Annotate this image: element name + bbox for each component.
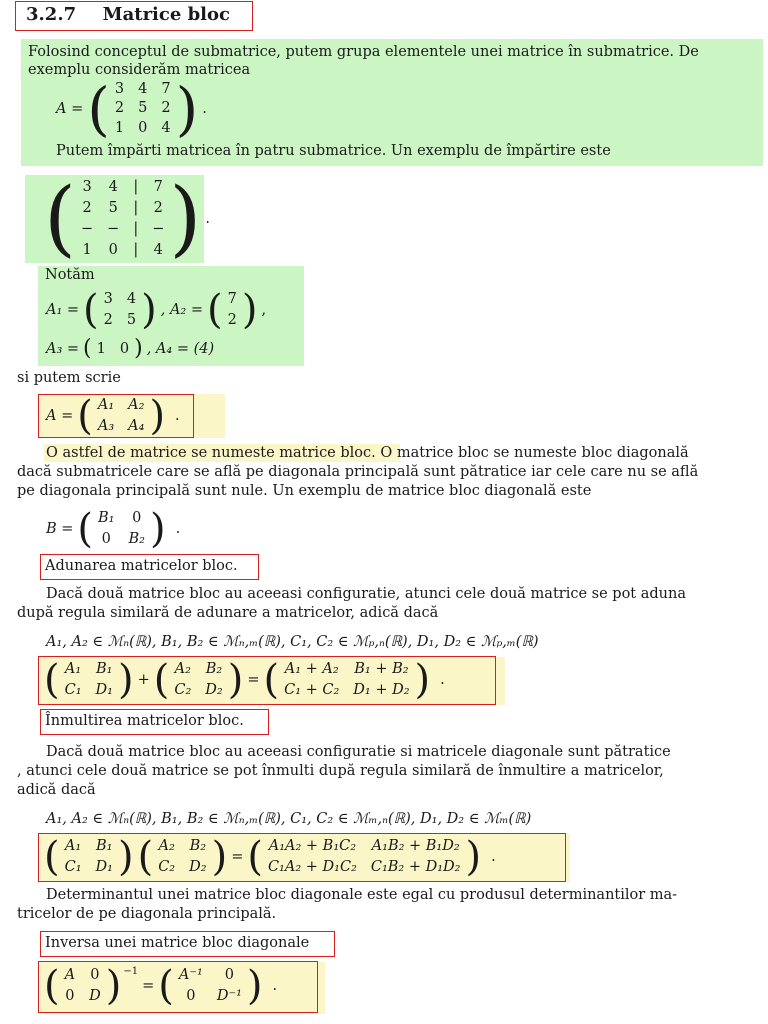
matrix-cell: A₁B₂ + B₁D₂ [371,838,460,855]
write-label: si putem scrie [17,370,121,386]
matrix-cell: A₁ [64,838,82,855]
intro-line-2: exemplu considerăm matricea [28,62,251,78]
matrix-cell: 4 [108,179,118,195]
partition-equation [44,171,210,266]
matrix-cell: 0 [101,530,111,547]
matrix-cell: C₁A₂ + D₁C₂ [267,858,357,875]
notation-label: Notăm [45,267,95,283]
matrix-cell: 3 [103,291,113,308]
partition-cells [76,178,169,260]
matrix-cell: D₂ [205,681,223,698]
equals-sign: = [142,978,155,994]
matrix-a-dot: . [202,101,207,117]
multiplication-condition: A₁, A₂ ∈ ℳₙ(ℝ), B₁, B₂ ∈ ℳₙ,ₘ(ℝ), C₁, C₂ ∈ ℳₘ,ₙ(ℝ), D₁, D₂ ∈ ℳₘ(ℝ) [46,811,532,827]
matrix-cell: A₁ [64,661,82,678]
matrix-cell: 4 [161,120,171,137]
matrix-cell: A₁ + A₂ [284,661,339,678]
a3-lhs: A₃ = [46,341,80,357]
determinant-line-1: Determinantul unei matrice bloc diagonale este egal cu produsul determinantilor ma- [46,887,678,903]
matrix-cell: 0 [224,967,234,984]
addition-condition: A₁, A₂ ∈ ℳₙ(ℝ), B₁, B₂ ∈ ℳₙ,ₘ(ℝ), C₁, C₂ ∈ ℳₚ,ₙ(ℝ), D₁, D₂ ∈ ℳₚ,ₘ(ℝ) [46,634,539,650]
block-a-matrix: ( A₁ A₂ A₃ A₄ ) [77,393,166,439]
block-a-cells [93,396,150,436]
definition-line-2: dacă submatricele care se află pe diagonala principală sunt pătratice iar cele care nu se află [17,464,699,480]
addition-line-1: Dacă două matrice bloc au aceeasi configuratie, atunci cele două matrice se pot aduna [46,586,686,602]
addition-formula [44,657,445,703]
matrix-cell: 2 [227,311,237,328]
matrix-cell: C₁ + C₂ [284,681,340,698]
notation-a3-a4 [46,338,214,360]
plus-sign: + [137,672,150,688]
matrix-cell: C₂ [158,858,176,875]
matrix-cell: 2 [114,100,125,117]
matrix-a-cells [110,80,176,138]
addition-matrix-result: ( A₁ + A₂ B₁ + B₂ C₁ + C₂ D₁ + D₂ ) [263,657,431,703]
matrix-cell: B₂ [205,661,223,678]
matrix-a2: ( 7 2 ) [207,287,258,333]
multiplication-matrix-result-cells [263,837,466,877]
matrix-cell: − [81,221,94,237]
matrix-cell: B₁ + B₂ [354,661,409,678]
block-a-lhs: A = [46,408,74,424]
matrix-a1-cells [99,290,141,330]
equals-sign: = [231,849,244,865]
multiplication-matrix-2-cells [153,837,211,877]
inverse-title: Inversa unei matrice bloc diagonale [45,935,310,951]
matrix-cell: 3 [82,179,92,195]
matrix-cell: 1 [96,340,106,357]
matrix-cell: 7 [161,80,171,97]
equals-sign: = [247,672,260,688]
block-b-equation [46,506,181,552]
matrix-cell: 0 [119,340,130,357]
addition-line-2: după regula similară de adunare a matricelor, adică dacă [17,605,439,621]
matrix-cell: | [133,200,139,216]
multiplication-matrix-2: ( A₂ B₂ C₂ D₂ ) [137,834,228,880]
matrix-cell: 0 [65,987,75,1004]
notation-a1-a2 [46,287,267,333]
section-heading [26,5,230,25]
matrix-cell: 4 [153,242,163,258]
determinant-line-2: tricelor de pe diagonala principală. [17,906,277,922]
matrix-cell: B₁ [96,661,113,678]
matrix-cell: D [89,987,101,1004]
matrix-cell: A₁A₂ + B₁C₂ [268,838,357,855]
matrix-cell: B₁ [98,510,115,527]
matrix-cell: 0 [186,987,196,1004]
addition-matrix-result-cells [279,660,414,700]
matrix-a-lhs: A = [56,101,84,117]
matrix-cell: 7 [227,291,237,308]
inverse-dot: . [272,978,278,994]
matrix-cell: − [152,221,165,237]
matrix-cell: − [107,221,120,237]
matrix-cell: 2 [161,100,171,117]
matrix-cell: 2 [103,311,113,328]
matrix-cell: 5 [126,311,137,328]
matrix-cell: D⁻¹ [216,987,242,1004]
matrix-cell: C₁ [64,858,82,875]
matrix-cell: 2 [153,200,163,216]
addition-matrix-1: ( A₁ B₁ C₁ D₁ ) [44,657,134,703]
inverse-formula [44,963,278,1009]
matrix-a1: ( 3 4 2 5 ) [83,287,157,333]
matrix-cell: 1 [114,120,125,137]
matrix-cell: A₃ [97,417,115,434]
matrix-cell: 0 [90,967,100,984]
addition-matrix-2: ( A₂ B₂ C₂ D₂ ) [153,657,244,703]
matrix-cell: C₁B₂ + D₁D₂ [370,858,461,875]
multiplication-line-3: adică dacă [17,782,96,798]
multiplication-matrix-result: ( A₁A₂ + B₁C₂ A₁B₂ + B₁D₂ C₁A₂ + D₁C₂ C₁B₂ + D₁D₂ ) [247,834,482,880]
matrix-cell: 5 [138,100,148,117]
a4-def: , A₄ = (4) [146,341,215,357]
section-number: 3.2.7 [26,4,77,25]
inverse-matrix-result: ( A⁻¹ 0 0 D⁻¹ ) [158,963,263,1009]
intro-line-3: Putem împărti matricea în patru submatrice. Un exemplu de împărtire este [56,143,611,159]
block-a-dot: . [175,408,180,424]
matrix-cell: 7 [153,179,163,195]
matrix-cell: A₂ [158,838,175,855]
matrix-cell: B₂ [128,530,145,547]
multiplication-line-2: , atunci cele două matrice se pot înmulti după regula similară de înmultire a matricelor, [17,763,664,779]
matrix-cell: | [133,179,139,195]
block-a-equation [46,393,180,439]
matrix-cell: A⁻¹ [178,967,203,984]
matrix-cell: D₂ [189,858,207,875]
block-b-lhs: B = [46,521,74,537]
matrix-cell: 5 [108,200,118,216]
definition-line-1 [46,444,689,462]
block-b-cells [93,509,150,549]
matrix-cell: 4 [138,80,148,97]
multiplication-matrix-1-cells [60,837,118,877]
matrix-cell: A₄ [128,417,145,434]
multiplication-dot: . [491,849,496,865]
matrix-cell: D₁ [95,858,113,875]
multiplication-line-1: Dacă două matrice bloc au aceeasi configuratie si matricele diagonale sunt pătratice [46,744,671,760]
addition-title: Adunarea matricelor bloc. [45,558,238,574]
matrix-cell: 0 [108,242,118,258]
matrix-cell: C₂ [174,681,192,698]
matrix-a: ( 3 4 7 2 5 2 1 0 4 ) [87,75,199,143]
matrix-cell: C₁ [64,681,82,698]
matrix-cell: A₁ [97,397,115,414]
inverse-matrix-result-cells [174,966,247,1006]
addition-matrix-1-cells [60,660,118,700]
partition-dot: . [205,211,210,227]
addition-dot: . [440,672,445,688]
matrix-cell: 0 [132,510,142,527]
matrix-a-equation [56,75,207,143]
matrix-cell: A [64,967,76,984]
matrix-cell: | [133,242,139,258]
a1-lhs: A₁ = [46,302,80,318]
block-b-matrix: ( B₁ 0 0 B₂ ) [77,506,166,552]
matrix-cell: B₁ [96,838,113,855]
addition-matrix-2-cells [169,660,227,700]
multiplication-formula [44,834,496,880]
matrix-a2-cells [223,290,242,330]
inverse-matrix-1-cells [60,966,106,1006]
matrix-cell: A₂ [174,661,191,678]
multiplication-matrix-1: ( A₁ B₁ C₁ D₁ ) [44,834,134,880]
matrix-a3-cells [92,338,134,360]
definition-highlighted: O astfel de matrice se numeste matrice bloc. [46,445,376,461]
matrix-cell: D₁ [95,681,113,698]
a2-lhs: , A₂ = [160,302,203,318]
intro-line-1: Folosind conceptul de submatrice, putem grupa elementele unei matrice în submatrice. De [28,44,699,60]
definition-rest: O matrice bloc se numeste bloc diagonală [375,445,689,461]
matrix-cell: A₂ [128,397,145,414]
multiplication-title: Înmultirea matricelor bloc. [45,713,244,729]
inverse-exponent: −1 [123,966,139,977]
matrix-cell: 4 [126,291,137,308]
section-title: Matrice bloc [102,4,230,25]
matrix-cell: 2 [82,200,92,216]
matrix-cell: 1 [82,242,92,258]
matrix-a3: ( 1 0 ) [83,336,143,361]
matrix-cell: | [133,221,139,237]
definition-line-3: pe diagonala principală sunt nule. Un exemplu de matrice bloc diagonală este [17,483,592,499]
inverse-matrix-1: ( A 0 0 D ) [44,963,122,1009]
matrix-cell: 0 [138,120,148,137]
a2-comma: , [261,302,267,318]
matrix-cell: B₂ [189,838,207,855]
block-b-dot: . [175,521,181,537]
partition-matrix: ( 3 4 | 7 2 5 | 2 − − | − 1 0 | 4 ) [44,171,202,266]
matrix-cell: D₁ + D₂ [353,681,410,698]
matrix-cell: 3 [114,80,125,97]
